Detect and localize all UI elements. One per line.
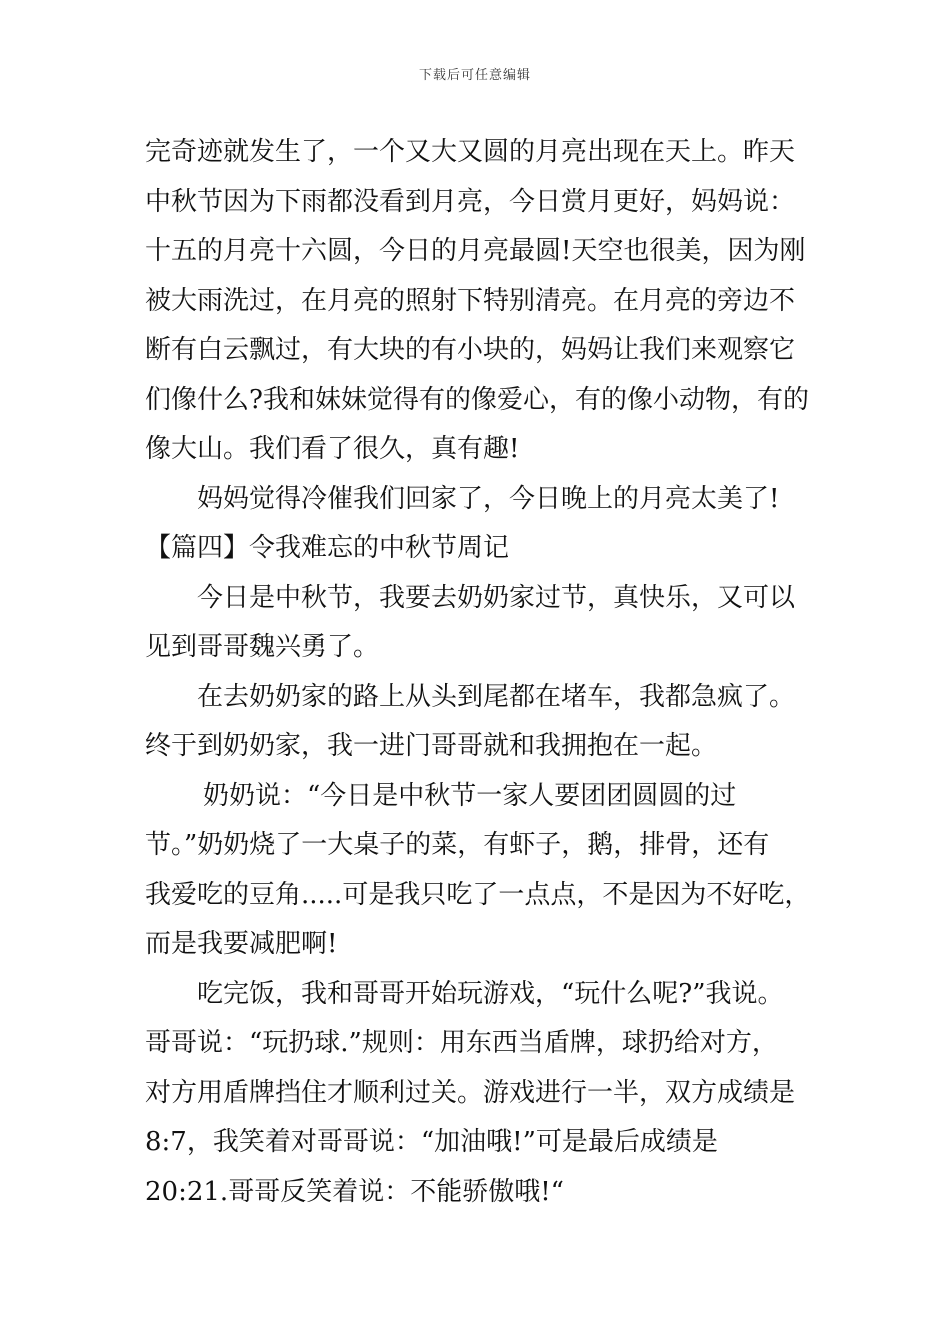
text-line: 断有白云飘过，有大块的有小块的，妈妈让我们来观察它 xyxy=(145,335,796,365)
text-line: 我爱吃的豆角.....可是我只吃了一点点，不是因为不好吃， xyxy=(145,879,811,910)
text-line: 被大雨洗过，在月亮的照射下特别清亮。在月亮的旁边不 xyxy=(145,285,796,316)
text-line: 妈妈觉得冷催我们回家了，今日晚上的月亮太美了! xyxy=(197,483,780,514)
text-line: 奶奶说：“今日是中秋节一家人要团团圆圆的过 xyxy=(203,780,737,811)
text-line: 们像什么?我和妹妹觉得有的像爱心，有的像小动物，有的 xyxy=(145,384,809,415)
section-heading: 【篇四】令我难忘的中秋节周记 xyxy=(145,533,510,563)
text-line: 20:21.哥哥反笑着说：不能骄傲哦!“ xyxy=(145,1176,564,1207)
text-line: 终于到奶奶家，我一进门哥哥就和我拥抱在一起。 xyxy=(145,731,718,761)
text-line: 中秋节因为下雨都没看到月亮，今日赏月更好，妈妈说： xyxy=(145,186,796,217)
page-header: 下载后可任意编辑 xyxy=(418,68,531,83)
text-line: 8:7，我笑着对哥哥说：“加油哦!”可是最后成绩是 xyxy=(145,1127,718,1157)
text-line: 在去奶奶家的路上从头到尾都在堵车，我都急疯了。 xyxy=(197,681,796,712)
text-line: 而是我要减肥啊! xyxy=(145,929,338,959)
text-line: 像大山。我们看了很久，真有趣! xyxy=(145,434,520,464)
text-line: 吃完饭，我和哥哥开始玩游戏，“玩什么呢?”我说。 xyxy=(197,978,784,1009)
text-line: 十五的月亮十六圆，今日的月亮最圆!天空也很美，因为刚 xyxy=(145,236,806,266)
text-line: 见到哥哥魏兴勇了。 xyxy=(145,632,380,662)
text-line: 对方用盾牌挡住才顺利过关。游戏进行一半，双方成绩是 xyxy=(145,1077,796,1108)
document-body xyxy=(145,128,825,1217)
text-line: 今日是中秋节，我要去奶奶家过节，真快乐，又可以 xyxy=(197,582,796,613)
text-line: 节。”奶奶烧了一大桌子的菜，有虾子，鹅，排骨，还有 xyxy=(145,830,770,860)
text-line: 完奇迹就发生了，一个又大又圆的月亮出现在天上。昨天 xyxy=(145,137,796,167)
text-line: 哥哥说：“玩扔球.”规则：用东西当盾牌，球扔给对方， xyxy=(145,1028,778,1058)
